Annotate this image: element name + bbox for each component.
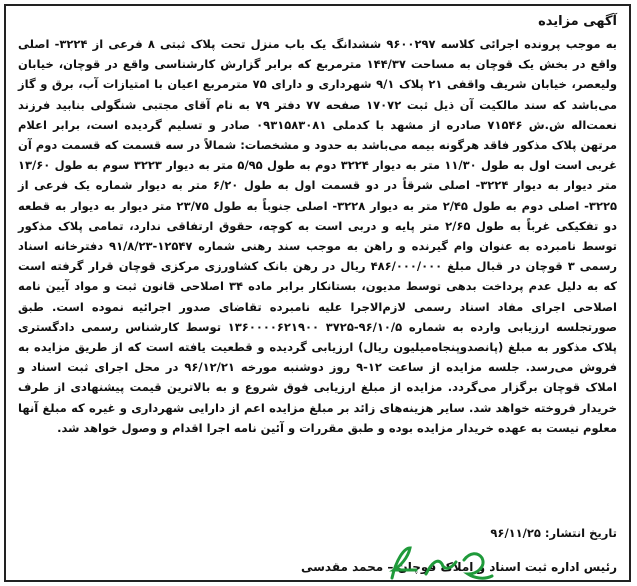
publication-date: تاریخ انتشار: ۹۶/۱۱/۲۵ bbox=[490, 526, 617, 540]
notice-frame bbox=[4, 4, 631, 582]
handwritten-mark bbox=[386, 540, 496, 584]
signature-line: رئیس اداره ثبت اسناد و املاک قوچان – محمد مقدسی bbox=[300, 560, 617, 574]
notice-body: به موجب پرونده اجرائی کلاسه ۹۶۰۰۲۹۷ ششدانگ یک باب منزل تحت پلاک ثبتی ۸ فرعی از ۳۲۲۴- اصلی واقع در بخش یک قوچان به مساحت ۱۴۴/۳۷ مترمربع که برابر گزارش کارشناسی واقع در قوچان، خیابان ولیعصر، خیابان شریف واقفی ۲۱ پلاک ۹/۱ شهرداری و دارای ۷۵ مترمربع اعیان با امتیازات آب، برق و گاز می‌باشد که سند مالکیت آن ذیل ثبت ۱۷۰۷۲ صفحه ۷۷ دفتر ۷۹ به نام آقای مجتبی شنگولی بنابید فرزند نعمت‌اله ش.ش ۷۱۵۴۶ صادره از مشهد با کدملی ۰۹۳۱۵۸۳۰۸۱ صادر و تسلیم گردیده است، برابر اعلام مرتهن پلاک مذکور فاقد هرگونه بیمه می‌باشد به حدود و مشخصات: شمالاً در سه قسمت که قسمت دوم آن غربی است اول به طول ۱۱/۳۰ متر به دیوار ۳۲۲۴ دوم به طول ۵/۹۵ متر به دیوار ۳۲۲۳ سوم به طول ۱۳/۶۰ متر دیوار به دیوار ۳۲۲۴- اصلی شرقاً در دو قسمت اول به طول ۶/۲۰ متر به دیوار شماره یک فرعی از ۳۲۲۵- اصلی دوم به طول ۲/۴۵ متر به دیوار ۳۲۲۸- اصلی جنوباً به طول ۲۳/۷۵ متر دیوار به دیوار به قطعه دو تفکیکی غرباً به طول ۲/۶۵ متر پایه و دربی است به کوچه، حقوق ارتفاقی ندارد، تمامی پلاک مذکور توسط نامبرده به عنوان وام گیرنده و راهن به موجب سند رهنی شماره ۱۲۵۴۷-۹۱/۸/۲۳ دفترخانه اسناد رسمی ۳ قوچان در قبال مبلغ ۴۸۶/۰۰۰/۰۰۰ ریال در رهن بانک کشاورزی مرکزی قوچان قرار گرفته است که به دلیل عدم پرداخت بدهی توسط مدیون، بستانکار برابر ماده ۳۴ اصلاحی قانون ثبت و مواد آیین نامه اصلاحی اجرای مفاد اسناد رسمی لازم‌الاجرا علیه نامبرده تقاضای صدور اجرائیه نموده است. طبق صورتجلسه ارزیابی وارده به شماره ۹۶/۱۰/۵-۳۷۲۵ ۱۳۶۰۰۰۰۶۲۱۹۰۰ توسط کارشناس رسمی دادگستری پلاک مذکور به مبلغ (پانصدوپنجاه‌میلیون ریال) ارزیابی گردیده و قطعیت یافته است که از طریق مزایده به فروش می‌رسد. جلسه مزایده از ساعت ۱۲-۹ روز دوشنبه مورخه ۹۶/۱۲/۲۱ در محل اجرای ثبت اسناد و املاک قوچان برگزار می‌گردد. مزایده از مبلغ ارزیابی فوق شروع و به بالاترین قیمت پیشنهادی از طرف خریدار فروخته خواهد شد. سایر هزینه‌های زائد بر مبلغ مزایده اعم از دارایی شهرداری و غیره که مبلغ آنها معلوم نیست به عهده خریدار مزایده بوده و طبق مقررات و آئین نامه اجرا اقدام و وصول خواهد شد. bbox=[18, 37, 618, 435]
notice-title: آگهی مزایده bbox=[538, 14, 617, 29]
